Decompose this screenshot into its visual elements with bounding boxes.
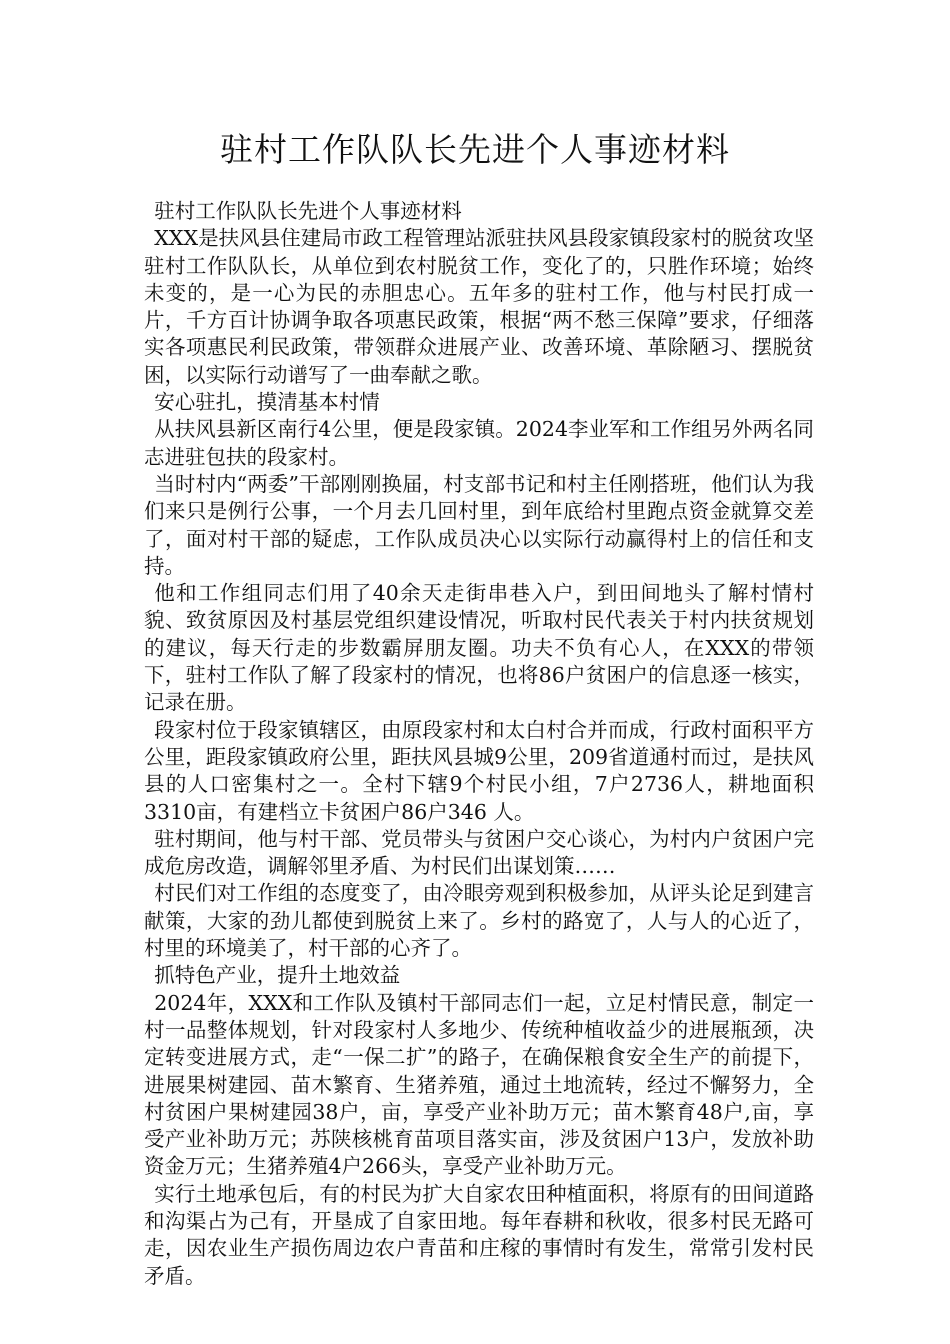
paragraph-land-contract: 实行土地承包后，有的村民为扩大自家农田种植面积，将原有的田间道路和沟渠占为己有，开垦成了自家田地。每年春耕和秋收，很多村民无路可走，因农业生产损伤周边农户青苗和庄稼的事情时有发生，常常引发村民矛盾。 [144, 1181, 814, 1288]
document-title: 驻村工作队队长先进个人事迹材料 [220, 130, 730, 169]
paragraph-field-survey: 他和工作组同志们用了40余天走街串巷入户，到田间地头了解村情村貌、致贫原因及村基层党组织建设情况，听取村民代表关于村内扶贫规划的建议，每天行走的步数霸屏朋友圈。功夫不负有心人，在XXX的带领下，驻村工作队了解了段家村的情况，也将86户贫困户的信息逐一核实，记录在册。 [144, 581, 814, 715]
paragraph-location: 从扶风县新区南行4公里，便是段家镇。2024李业军和工作组另外两名同志进驻包扶的段家村。 [144, 417, 814, 469]
paragraph-villager-attitude: 村民们对工作组的态度变了，由冷眼旁观到积极参加，从评头论足到建言献策，大家的劲儿都使到脱贫上来了。乡村的路宽了，人与人的心近了，村里的环境美了，村干部的心齐了。 [144, 881, 814, 961]
paragraph-industry-plan: 2024年，XXX和工作队及镇村干部同志们一起，立足村情民意，制定一村一品整体规划，针对段家村人多地少、传统种植收益少的进展瓶颈，决定转变进展方式，走“一保二扩”的路子，在确保粮食安全生产的前提下，进展果树建园、苗木繁育、生猪养殖，通过土地流转，经过不懈努力，全村贫困户果树建园38户，亩，享受产业补助万元；苗木繁育48户,亩，享受产业补助万元；苏陕核桃育苗项目落实亩，涉及贫困户13户，发放补助资金万元；生猪养殖4户266头，享受产业补助万元。 [144, 990, 814, 1179]
document-body [144, 198, 814, 1290]
paragraph-introduction: XXX是扶风县住建局市政工程管理站派驻扶风县段家镇段家村的脱贫攻坚驻村工作队队长，从单位到农村脱贫工作，变化了的，只胜作环境；始终未变的，是一心为民的赤胆忠心。五年多的驻村工作，他与村民打成一片，千方百计协调争取各项惠民政策，根据“两不愁三保障”要求，仔细落实各项惠民利民政策，带领群众进展产业、改善环境、革除陋习、摆脱贫困，以实际行动谱写了一曲奉献之歌。 [144, 226, 814, 387]
section-heading-settle-in: 安心驻扎，摸清基本村情 [154, 390, 380, 415]
paragraph-subtitle: 驻村工作队队长先进个人事迹材料 [154, 199, 462, 223]
paragraph-village-profile: 段家村位于段家镇辖区，由原段家村和太白村合并而成，行政村面积平方公里，距段家镇政府公里，距扶风县城9公里，209省道通村而过，是扶风县的人口密集村之一。全村下辖9个村民小组，7户2736人，耕地面积3310亩，有建档立卡贫困户86户346 人。 [144, 717, 814, 824]
section-heading-industry: 抓特色产业，提升土地效益 [154, 963, 401, 988]
paragraph-residency-work: 驻村期间，他与村干部、党员带头与贫困户交心谈心，为村内户贫困户完成危房改造，调解邻里矛盾、为村民们出谋划策…… [144, 826, 814, 879]
paragraph-village-doubts: 当时村内“两委”干部刚刚换届，村支部书记和村主任刚搭班，他们认为我们来只是例行公事，一个月去几回村里，到年底给村里跑点资金就算交差了，面对村干部的疑虑，工作队成员决心以实际行动赢得村上的信任和支持。 [144, 471, 814, 578]
